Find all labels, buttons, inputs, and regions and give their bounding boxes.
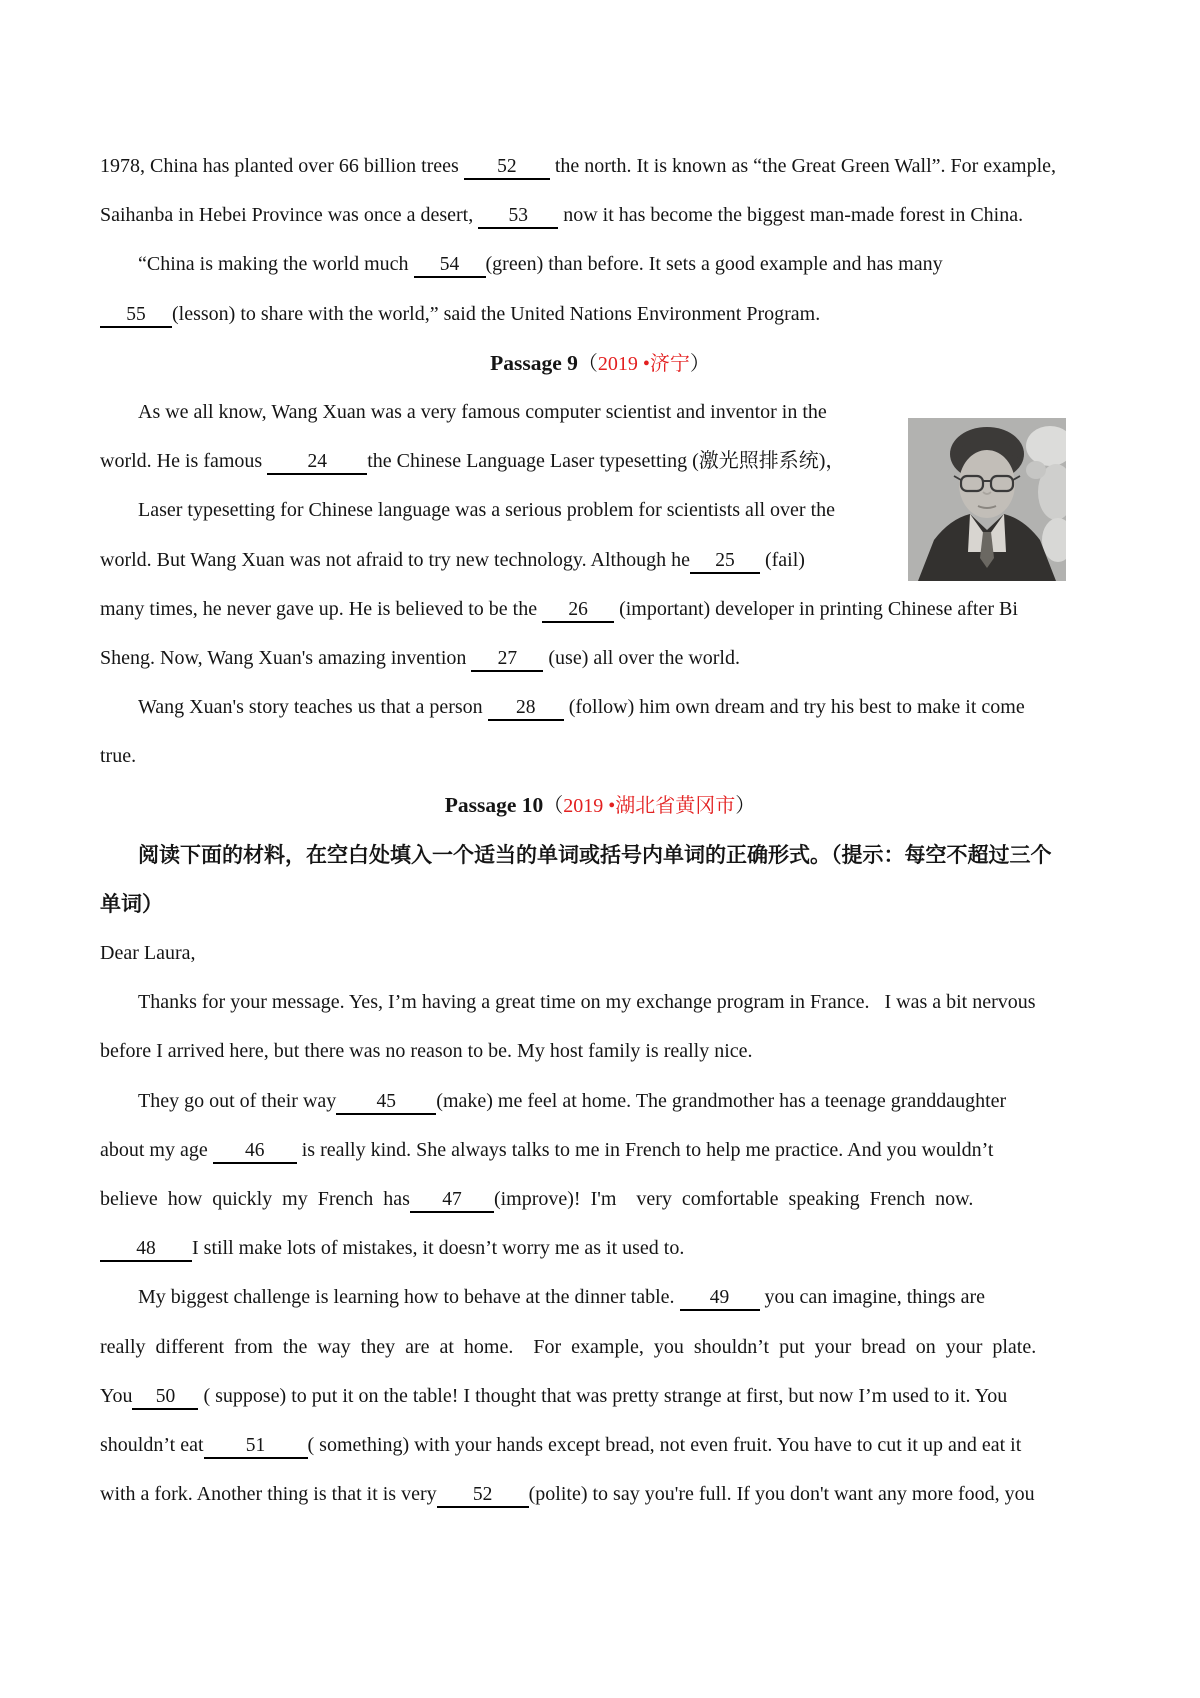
letter-line-4 xyxy=(100,1126,1100,1175)
text-run: (follow) him own dream and try his best to make it come xyxy=(563,696,1025,719)
text-run: （ xyxy=(543,795,564,818)
text-run: many times, he never gave up. He is believed to be the xyxy=(100,597,543,620)
text-run: true. xyxy=(100,745,137,768)
blank-45: 45 xyxy=(336,1091,436,1115)
exam-source-red-text: 2019 •湖北省黄冈市 xyxy=(563,795,736,818)
text-run: before I arrived here, but there was no reason to be. My host family is really nice. xyxy=(100,1040,753,1063)
text-run: “China is making the world much xyxy=(138,253,414,276)
passage10-heading xyxy=(100,781,1100,830)
text-run: I still make lots of mistakes, it doesn’t worry me as it used to. xyxy=(192,1237,685,1260)
text-run: (fail) xyxy=(759,548,805,571)
text-run: world. But Wang Xuan was not afraid to try new technology. Although he xyxy=(100,548,690,571)
text-run: you can imagine, things are xyxy=(759,1286,986,1309)
passage9-line-5 xyxy=(100,585,1100,634)
letter-line-6 xyxy=(100,1224,1100,1273)
text-run: They go out of their way xyxy=(138,1089,337,1112)
text-run: really different from the way they are at home. For example, you shouldn’t put your bread on your plate. xyxy=(100,1335,1037,1358)
text-run: Laser typesetting for Chinese language was a serious problem for scientists all over the xyxy=(138,499,836,522)
letter-line-2 xyxy=(100,1027,1100,1076)
blank-47: 47 xyxy=(410,1189,494,1213)
blank-46: 46 xyxy=(213,1140,297,1164)
blank-49: 49 xyxy=(680,1287,760,1311)
letter-line-1 xyxy=(100,978,1100,1027)
text-run: with a fork. Another thing is that it is very xyxy=(100,1483,437,1506)
letter-line-8 xyxy=(100,1323,1100,1372)
document-body xyxy=(100,142,1100,1519)
passage8-line-4 xyxy=(100,290,1100,339)
text-run: shouldn’t eat xyxy=(100,1433,204,1456)
letter-line-5 xyxy=(100,1175,1100,1224)
blank-54: 54 xyxy=(414,254,486,278)
text-run: 单词） xyxy=(100,891,163,916)
passage-title: Passage 9 xyxy=(490,350,578,375)
passage8-line-2 xyxy=(100,191,1100,240)
text-run: now it has become the biggest man-made forest in China. xyxy=(558,204,1024,227)
text-run: (make) me feel at home. The grandmother has a teenage granddaughter xyxy=(436,1089,1007,1112)
passage10-instruction-2 xyxy=(100,880,1100,929)
text-run: Wang Xuan's story teaches us that a person xyxy=(138,696,488,719)
letter-line-10 xyxy=(100,1421,1100,1470)
letter-salutation xyxy=(100,929,1100,978)
text-run: the north. It is known as “the Great Green Wall”. For example, xyxy=(549,155,1057,177)
letter-line-11 xyxy=(100,1470,1100,1519)
passage9-line-8 xyxy=(100,732,1100,781)
blank-53: 53 xyxy=(478,205,558,229)
passage-title: Passage 10 xyxy=(444,793,544,818)
blank-52: 52 xyxy=(464,156,550,180)
blank-27: 27 xyxy=(471,648,543,672)
text-run: world. He is famous xyxy=(100,450,268,473)
text-run: Thanks for your message. Yes, I’m having a great time on my exchange program in France. I was a bit nervous xyxy=(138,991,1036,1014)
text-run: believe how quickly my French has xyxy=(100,1187,410,1210)
blank-28: 28 xyxy=(488,697,564,721)
letter-line-9 xyxy=(100,1372,1100,1421)
text-run: Saihanba in Hebei Province was once a desert, xyxy=(100,204,479,227)
blank-25: 25 xyxy=(690,550,760,574)
text-run: is really kind. She always talks to me in French to help me practice. And you wouldn’t xyxy=(296,1138,994,1161)
passage8-line-1 xyxy=(100,142,1100,191)
exam-source-red-text: 2019 •济宁 xyxy=(597,352,690,375)
text-run: the Chinese Language Laser typesetting (激光照排系统)， xyxy=(367,450,846,473)
text-run: ( something) with your hands except bread, not even fruit. You have to cut it up and eat it xyxy=(307,1433,1022,1456)
passage9-line-7 xyxy=(100,683,1100,732)
blank-51: 51 xyxy=(204,1435,308,1459)
text-run: (green) than before. It sets a good example and has many xyxy=(485,253,943,276)
text-run: Dear Laura, xyxy=(100,942,196,964)
text-run: 阅读下面的材料，在空白处填入一个适当的单词或括号内单词的正确形式。（提示：每空不超过三个 xyxy=(138,842,1052,867)
text-run: (lesson) to share with the world,” said the United Nations Environment Program. xyxy=(172,302,821,325)
text-run: about my age xyxy=(100,1138,213,1161)
text-run: ( suppose) to put it on the table! I thought that was pretty strange at first, but now I’m used to it. You xyxy=(198,1384,1008,1407)
passage9-heading xyxy=(100,339,1100,388)
letter-line-7 xyxy=(100,1273,1100,1322)
blank-50: 50 xyxy=(132,1386,198,1410)
passage10-instruction-1 xyxy=(100,831,1100,880)
blank-48: 48 xyxy=(100,1238,192,1262)
blank-52: 52 xyxy=(437,1484,529,1508)
text-run: You xyxy=(100,1384,133,1407)
passage9-line-6 xyxy=(100,634,1100,683)
text-run: Sheng. Now, Wang Xuan's amazing invention xyxy=(100,646,472,669)
blank-26: 26 xyxy=(542,599,614,623)
text-run: 1978, China has planted over 66 billion trees xyxy=(100,155,464,177)
text-run: My biggest challenge is learning how to behave at the dinner table. xyxy=(138,1286,680,1309)
wang-xuan-photo xyxy=(908,418,1066,581)
text-run: （ xyxy=(577,352,598,375)
text-run: (important) developer in printing Chinese after Bi xyxy=(614,597,1018,620)
text-run: As we all know, Wang Xuan was a very famous computer scientist and inventor in the xyxy=(138,400,827,423)
portrait-photo-icon xyxy=(908,418,1066,581)
text-run: (polite) to say you're full. If you don't want any more food, you xyxy=(528,1483,1035,1506)
text-run: ） xyxy=(689,352,710,375)
text-run: (improve)! I'm very comfortable speaking French now. xyxy=(493,1187,974,1210)
passage8-line-3 xyxy=(100,240,1100,289)
blank-24: 24 xyxy=(267,451,367,475)
letter-line-3 xyxy=(100,1077,1100,1126)
text-run: ） xyxy=(735,795,756,818)
text-run: (use) all over the world. xyxy=(543,646,740,669)
blank-55: 55 xyxy=(100,304,172,328)
